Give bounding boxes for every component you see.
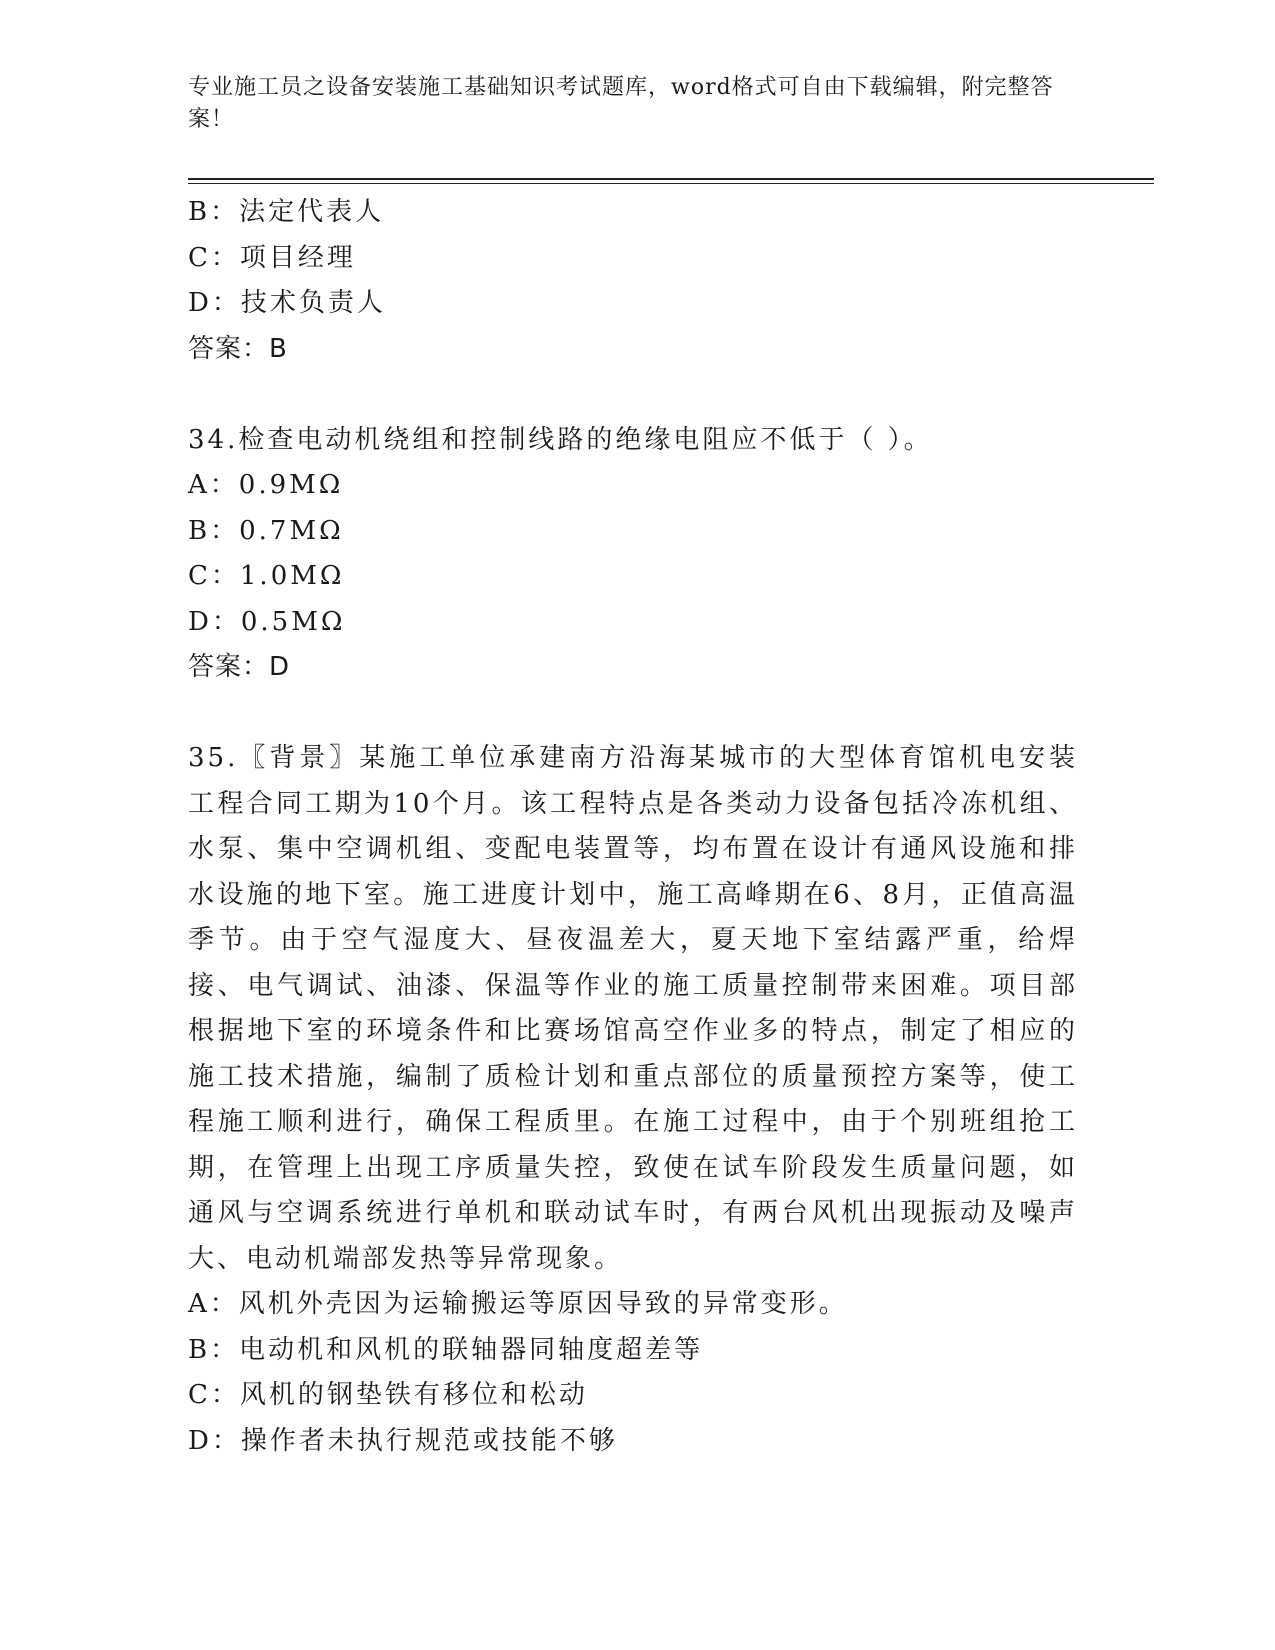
question-35: [188, 736, 1078, 1464]
option-a: A：0.9MΩ: [188, 470, 344, 500]
option-c: C：1.0MΩ: [188, 561, 345, 591]
document-header: 专业施工员之设备安装施工基础知识考试题库，word格式可自由下载编辑，附完整答案！: [188, 75, 1054, 132]
answer: 答案：B: [188, 333, 288, 364]
question-stem: 35.〖背景〗某施工单位承建南方沿海某城市的大型体育馆机电安装工程合同工期为10个月。该工程特点是各类动力设备包括冷冻机组、水泵、集中空调机组、变配电装置等，均布置在设计有通风设施和排水设施的地下室。施工进度计划中，施工高峰期在6、8月，正值高温季节。由于空气湿度大、昼夜温差大，夏天地下室结露严重，给焊接、电气调试、油漆、保温等作业的施工质量控制带来困难。项目部根据地下室的环境条件和比赛场馆高空作业多的特点，制定了相应的施工技术措施，编制了质检计划和重点部位的质量预控方案等，使工程施工顺利进行，确保工程质里。在施工过程中，由于个别班组抢工期，在管理上出现工序质量失控，致使在试车阶段发生质量问题，如通风与空调系统进行单机和联动试车时，有两台风机出现振动及噪声大、电动机端部发热等异常现象。: [188, 743, 1078, 1274]
option-d: D：操作者未执行规范或技能不够: [188, 1425, 618, 1456]
header-divider-thin: [188, 183, 1154, 184]
option-b: B：电动机和风机的联轴器同轴度超差等: [188, 1334, 704, 1365]
header-divider: [188, 178, 1154, 180]
option-b: B：0.7MΩ: [188, 515, 344, 546]
option-c: C：项目经理: [188, 242, 356, 273]
question-33: [188, 190, 1078, 372]
document-body: [188, 190, 1078, 1464]
option-d: D：技术负责人: [188, 288, 386, 318]
option-a: A：风机外壳因为运输搬运等原因导致的异常变形。: [188, 1289, 848, 1319]
option-c: C：风机的钢垫铁有移位和松动: [188, 1380, 588, 1410]
question-34: [188, 418, 1078, 691]
answer: 答案：D: [188, 652, 291, 682]
spacer: [188, 691, 1078, 737]
option-d: D：0.5MΩ: [188, 606, 346, 637]
option-b: B：法定代表人: [188, 197, 385, 227]
spacer: [188, 372, 1078, 418]
question-stem: 34.检查电动机绕组和控制线路的绝缘电阻应不低于（ ）。: [188, 424, 933, 455]
